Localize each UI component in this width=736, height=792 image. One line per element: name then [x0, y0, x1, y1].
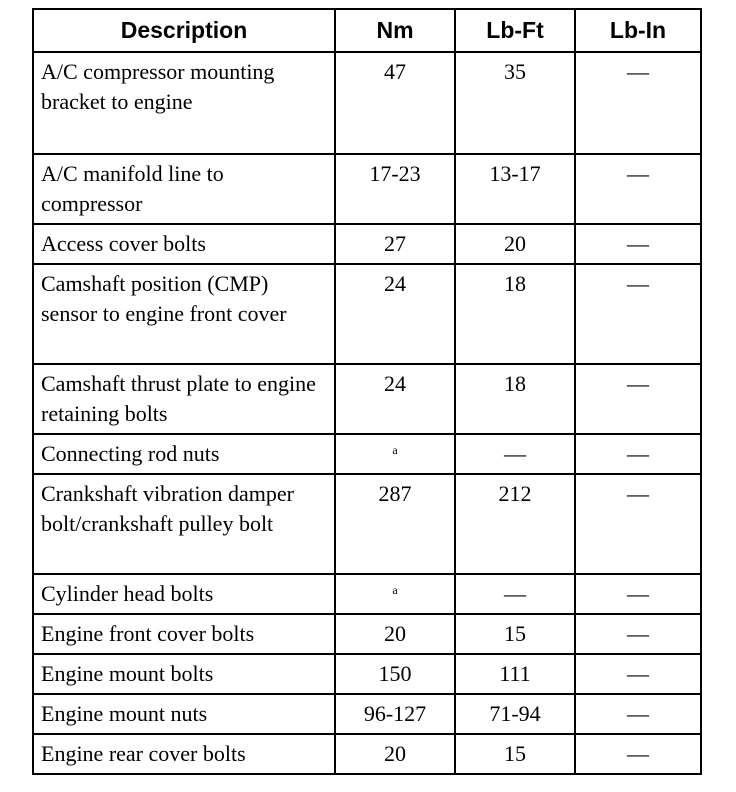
cell-lbin: —: [575, 434, 701, 474]
cell-lbft: 15: [455, 614, 575, 654]
cell-lbft: 35: [455, 52, 575, 154]
cell-lbin: —: [575, 614, 701, 654]
cell-description: Connecting rod nuts: [33, 434, 335, 474]
cell-lbin: —: [575, 224, 701, 264]
table-row: [33, 154, 701, 224]
cell-description: A/C compressor mounting bracket to engine: [33, 52, 335, 154]
cell-lbin: —: [575, 154, 701, 224]
cell-lbin: —: [575, 734, 701, 774]
cell-description: Camshaft thrust plate to engine retaining bolts: [33, 364, 335, 434]
cell-description: Engine rear cover bolts: [33, 734, 335, 774]
table-row: [33, 474, 701, 574]
table-row: [33, 434, 701, 474]
table-body: [33, 52, 701, 774]
cell-description: Access cover bolts: [33, 224, 335, 264]
footnote-mark: a: [392, 443, 398, 457]
table-row: [33, 264, 701, 364]
cell-nm: 150: [335, 654, 455, 694]
header-nm: Nm: [335, 9, 455, 52]
cell-nm: 47: [335, 52, 455, 154]
cell-nm: 20: [335, 614, 455, 654]
cell-nm: 27: [335, 224, 455, 264]
cell-nm: 20: [335, 734, 455, 774]
cell-lbft: —: [455, 434, 575, 474]
cell-description: Engine mount nuts: [33, 694, 335, 734]
cell-lbin: —: [575, 694, 701, 734]
cell-lbin: —: [575, 574, 701, 614]
cell-nm: 24: [335, 364, 455, 434]
cell-lbin: —: [575, 474, 701, 574]
table-header: [33, 9, 701, 52]
table-row: [33, 654, 701, 694]
cell-nm: [335, 434, 455, 474]
table-row: [33, 574, 701, 614]
cell-description: Engine mount bolts: [33, 654, 335, 694]
cell-lbft: 18: [455, 264, 575, 364]
table-row: [33, 364, 701, 434]
cell-description: Cylinder head bolts: [33, 574, 335, 614]
cell-nm: 17-23: [335, 154, 455, 224]
cell-lbin: —: [575, 264, 701, 364]
cell-nm: 96-127: [335, 694, 455, 734]
cell-lbft: 15: [455, 734, 575, 774]
cell-nm: [335, 574, 455, 614]
cell-lbft: 71-94: [455, 694, 575, 734]
header-lbft: Lb-Ft: [455, 9, 575, 52]
table-row: [33, 614, 701, 654]
header-description: Description: [33, 9, 335, 52]
cell-description: Camshaft position (CMP) sensor to engine front cover: [33, 264, 335, 364]
cell-lbft: 111: [455, 654, 575, 694]
cell-lbin: —: [575, 364, 701, 434]
header-row: [33, 9, 701, 52]
cell-nm: 287: [335, 474, 455, 574]
cell-description: A/C manifold line to compressor: [33, 154, 335, 224]
cell-description: Engine front cover bolts: [33, 614, 335, 654]
cell-lbft: 212: [455, 474, 575, 574]
cell-nm: 24: [335, 264, 455, 364]
table-row: [33, 224, 701, 264]
table-row: [33, 734, 701, 774]
table-row: [33, 694, 701, 734]
cell-lbft: 20: [455, 224, 575, 264]
footnote-mark: a: [392, 583, 398, 597]
cell-lbin: —: [575, 52, 701, 154]
torque-specifications-table: [32, 8, 702, 775]
cell-lbft: 13-17: [455, 154, 575, 224]
table-row: [33, 52, 701, 154]
cell-lbin: —: [575, 654, 701, 694]
cell-lbft: 18: [455, 364, 575, 434]
cell-description: Crankshaft vibration damper bolt/crankshaft pulley bolt: [33, 474, 335, 574]
cell-lbft: —: [455, 574, 575, 614]
header-lbin: Lb-In: [575, 9, 701, 52]
